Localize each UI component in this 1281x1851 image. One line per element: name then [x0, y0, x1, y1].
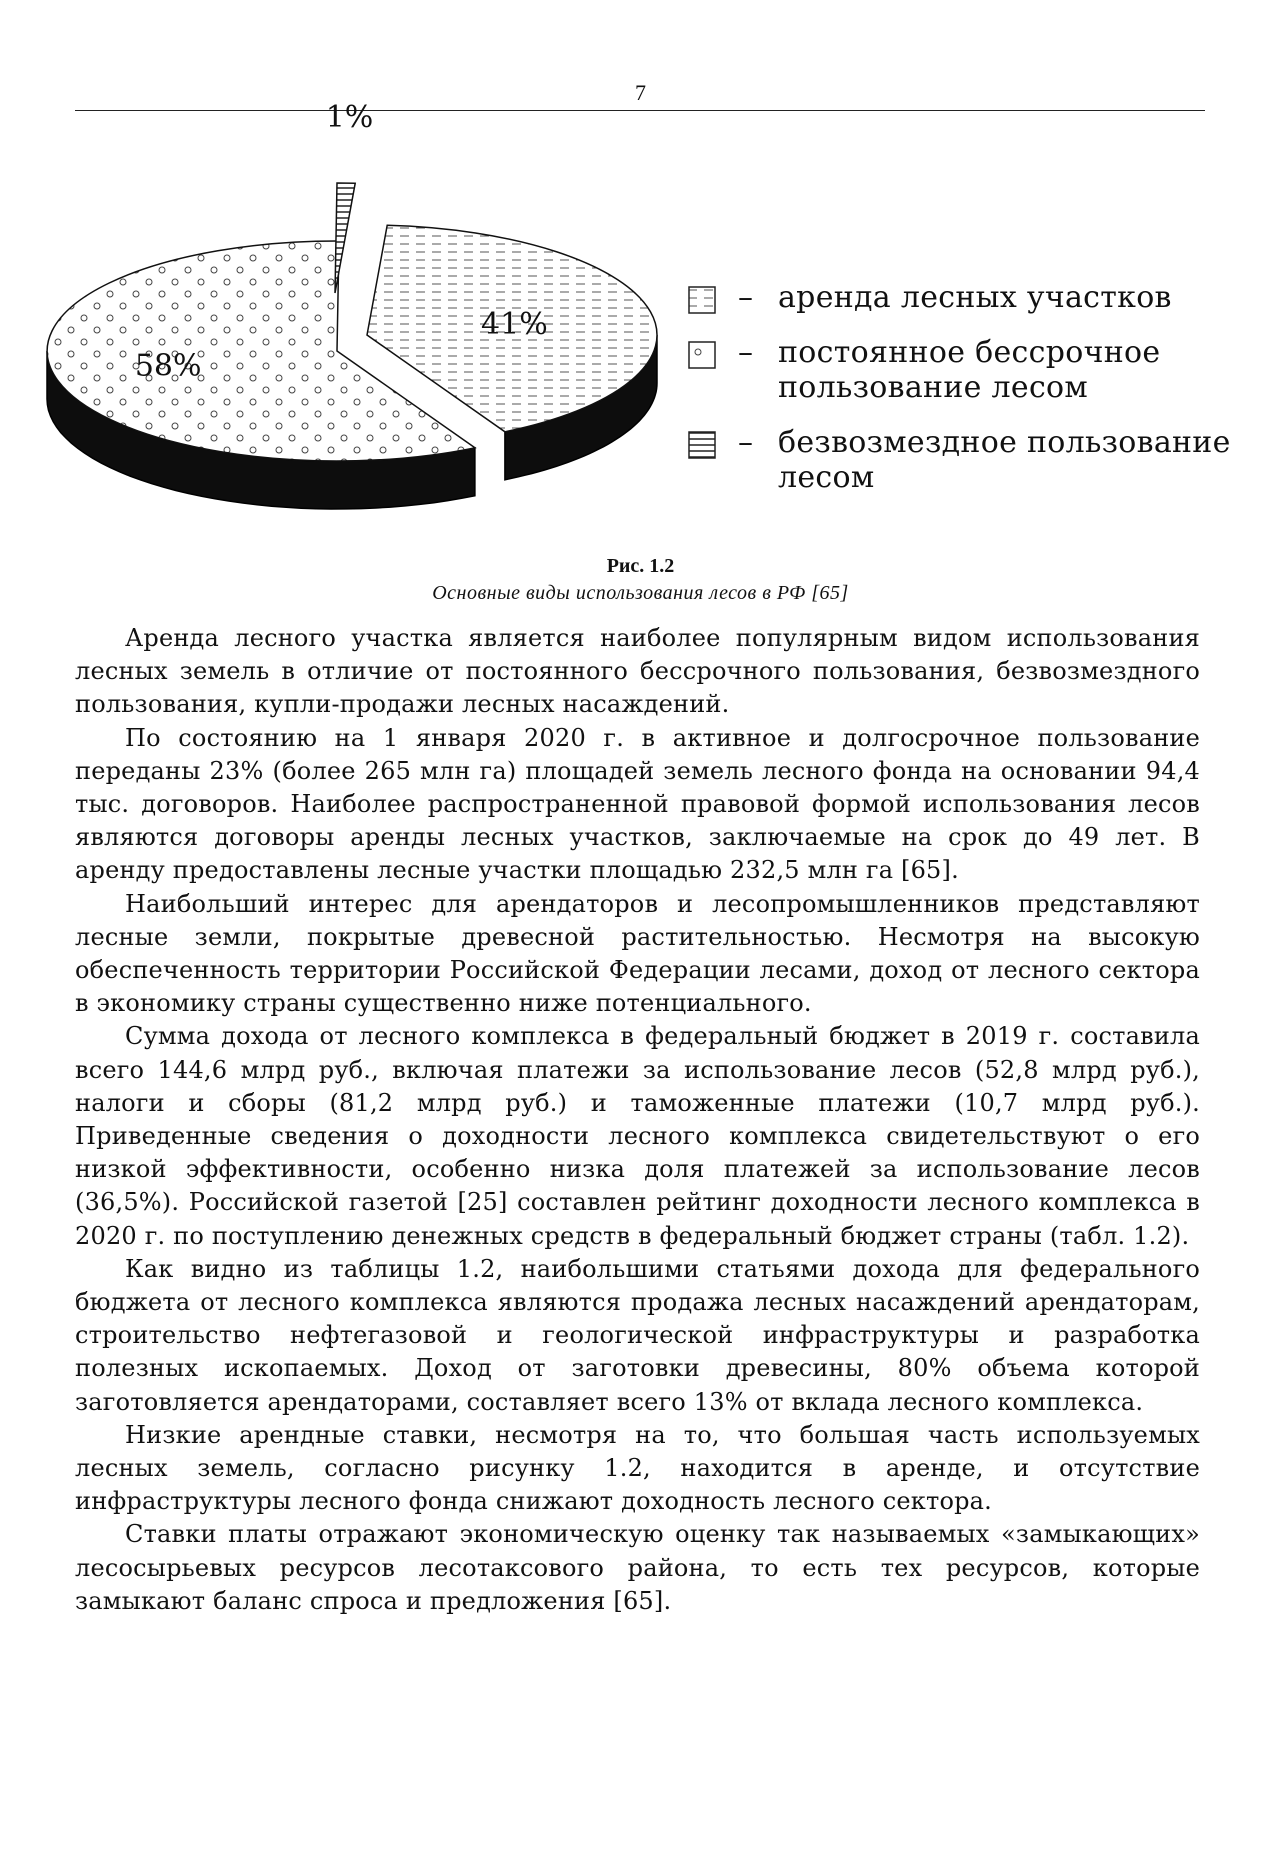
legend-dash: –: [738, 280, 754, 315]
pie-label-0: 41%: [481, 306, 548, 342]
paragraph: Наибольший интерес для арендаторов и лесопромышленников представляют лесные земли, покрытые древесной растительностью. Несмотря на высокую обеспеченность территории Российской Федерации лесами, доход от лесного сектора в экономику страны существенно ниже потенциального.: [75, 889, 1200, 1018]
legend-swatch-striped: [688, 431, 716, 459]
pie-slices: [47, 100, 657, 509]
paragraph: Аренда лесного участка является наиболее популярным видом использования лесных земель в отличие от постоянного бессрочного пользования, безвозмездного пользования, купли-продажи лесных насаждений.: [75, 624, 1200, 719]
legend-dash: –: [738, 425, 754, 460]
legend-label: постоянное бессрочное пользование лесом: [778, 335, 1161, 405]
legend-item-postoyannoe: [688, 335, 1248, 405]
pie-label-2: 1%: [325, 100, 374, 136]
legend-label: безвозмездное пользование лесом: [778, 425, 1231, 495]
body-text: [75, 622, 1200, 1618]
figure-subtitle: Основные виды использования лесов в РФ [65]: [432, 582, 849, 604]
legend-item-bezvozmezdnoe: [688, 425, 1248, 495]
pie-slice-2: [335, 183, 355, 293]
legend-swatch-circles: [688, 341, 716, 369]
paragraph: Сумма дохода от лесного комплекса в федеральный бюджет в 2019 г. составила всего 144,6 млрд руб., включая платежи за использование лесов (52,8 млрд руб.), налоги и сборы (81,2 млрд руб.) и таможенные платежи (10,7 млрд руб.). Приведенные сведения о доходности лесного комплекса свидетельствуют о его низкой эффективности, особенно низка доля платежей за использование лесов (36,5%). Российской газетой [25] составлен рейтинг доходности лесного комплекса в 2020 г. по поступлению денежных средств в федеральный бюджет страны (табл. 1.2).: [75, 1022, 1200, 1250]
legend-item-arenda: [688, 280, 1248, 315]
pie-label-1: 58%: [134, 348, 202, 384]
legend-dash: –: [738, 335, 754, 370]
paragraph: По состоянию на 1 января 2020 г. в активное и долгосрочное пользование переданы 23% (более 265 млн га) площадей земель лесного фонда на основании 94,4 тыс. договоров. Наиболее распространенной правовой формой использования лесов являются договоры аренды лесных участков, заключаемые на срок до 49 лет. В аренду предоставлены лесные участки площадью 232,5 млн га [65].: [75, 723, 1200, 885]
paragraph: Низкие арендные ставки, несмотря на то, что большая часть используемых лесных земель, согласно рисунку 1.2, находится в аренде, и отсутствие инфраструктуры лесного фонда снижают доходность лесного сектора.: [75, 1420, 1200, 1516]
figure-title: Рис. 1.2: [606, 555, 675, 577]
chart-legend: [688, 280, 1248, 515]
paragraph: Ставки платы отражают экономическую оценку так называемых «замыкающих» лесосырьевых ресурсов лесотаксового района, то есть тех ресурсов, которые замыкают баланс спроса и предложения [65].: [75, 1520, 1200, 1615]
paragraph: Как видно из таблицы 1.2, наибольшими статьями дохода для федерального бюджета от лесного комплекса являются продажа лесных насаждений арендаторам, строительство нефтегазовой и геологической инфраструктуры и разработка полезных ископаемых. Доход от заготовки древесины, 80% объема которой заготовляется арендаторами, составляет всего 13% от вклада лесного комплекса.: [75, 1254, 1200, 1416]
legend-label: аренда лесных участков: [778, 280, 1172, 315]
page-number: 7: [635, 80, 646, 105]
legend-swatch-dashed: [688, 286, 716, 314]
